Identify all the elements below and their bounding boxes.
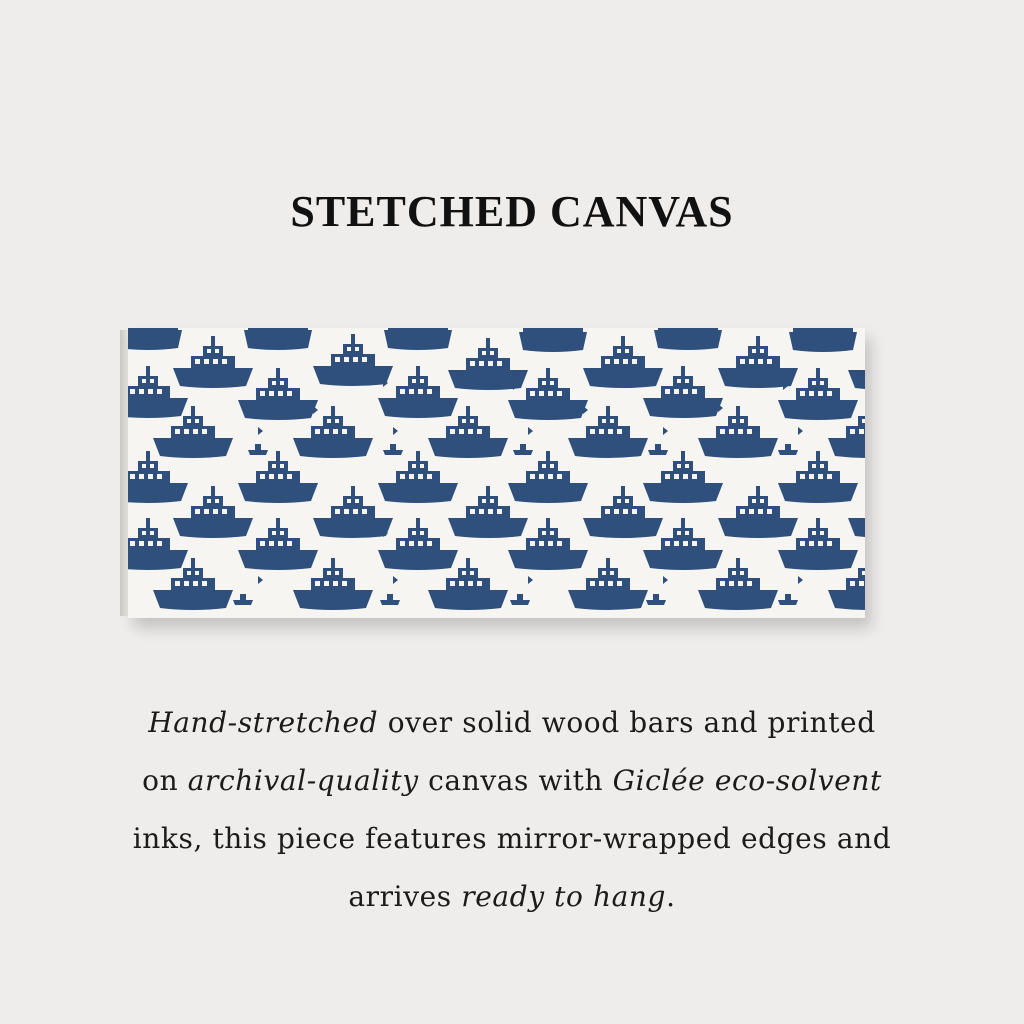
- canvas-mirror-edge: [120, 330, 128, 616]
- emphasis-archival-quality: archival-quality: [187, 764, 419, 797]
- description-line-3: inks, this piece features mirror-wrapped edges and: [132, 822, 892, 855]
- emphasis-hand-stretched: Hand-stretched: [148, 706, 379, 739]
- description-line-1: Hand-stretched over solid wood bars and printed: [148, 706, 876, 739]
- canvas-product-image: [120, 328, 865, 620]
- description-line-4: arrives ready to hang.: [348, 880, 676, 913]
- product-description: [60, 694, 964, 926]
- boat-pattern-artwork: [128, 328, 865, 618]
- page-title: STETCHED CANVAS: [290, 187, 734, 236]
- emphasis-ready-to-hang: ready to hang: [461, 880, 667, 913]
- description-line-2: on archival-quality canvas with Giclée eco-solvent: [142, 764, 882, 797]
- boat-pattern-svg: [128, 328, 865, 618]
- emphasis-giclee: Giclée eco-solvent: [612, 764, 882, 797]
